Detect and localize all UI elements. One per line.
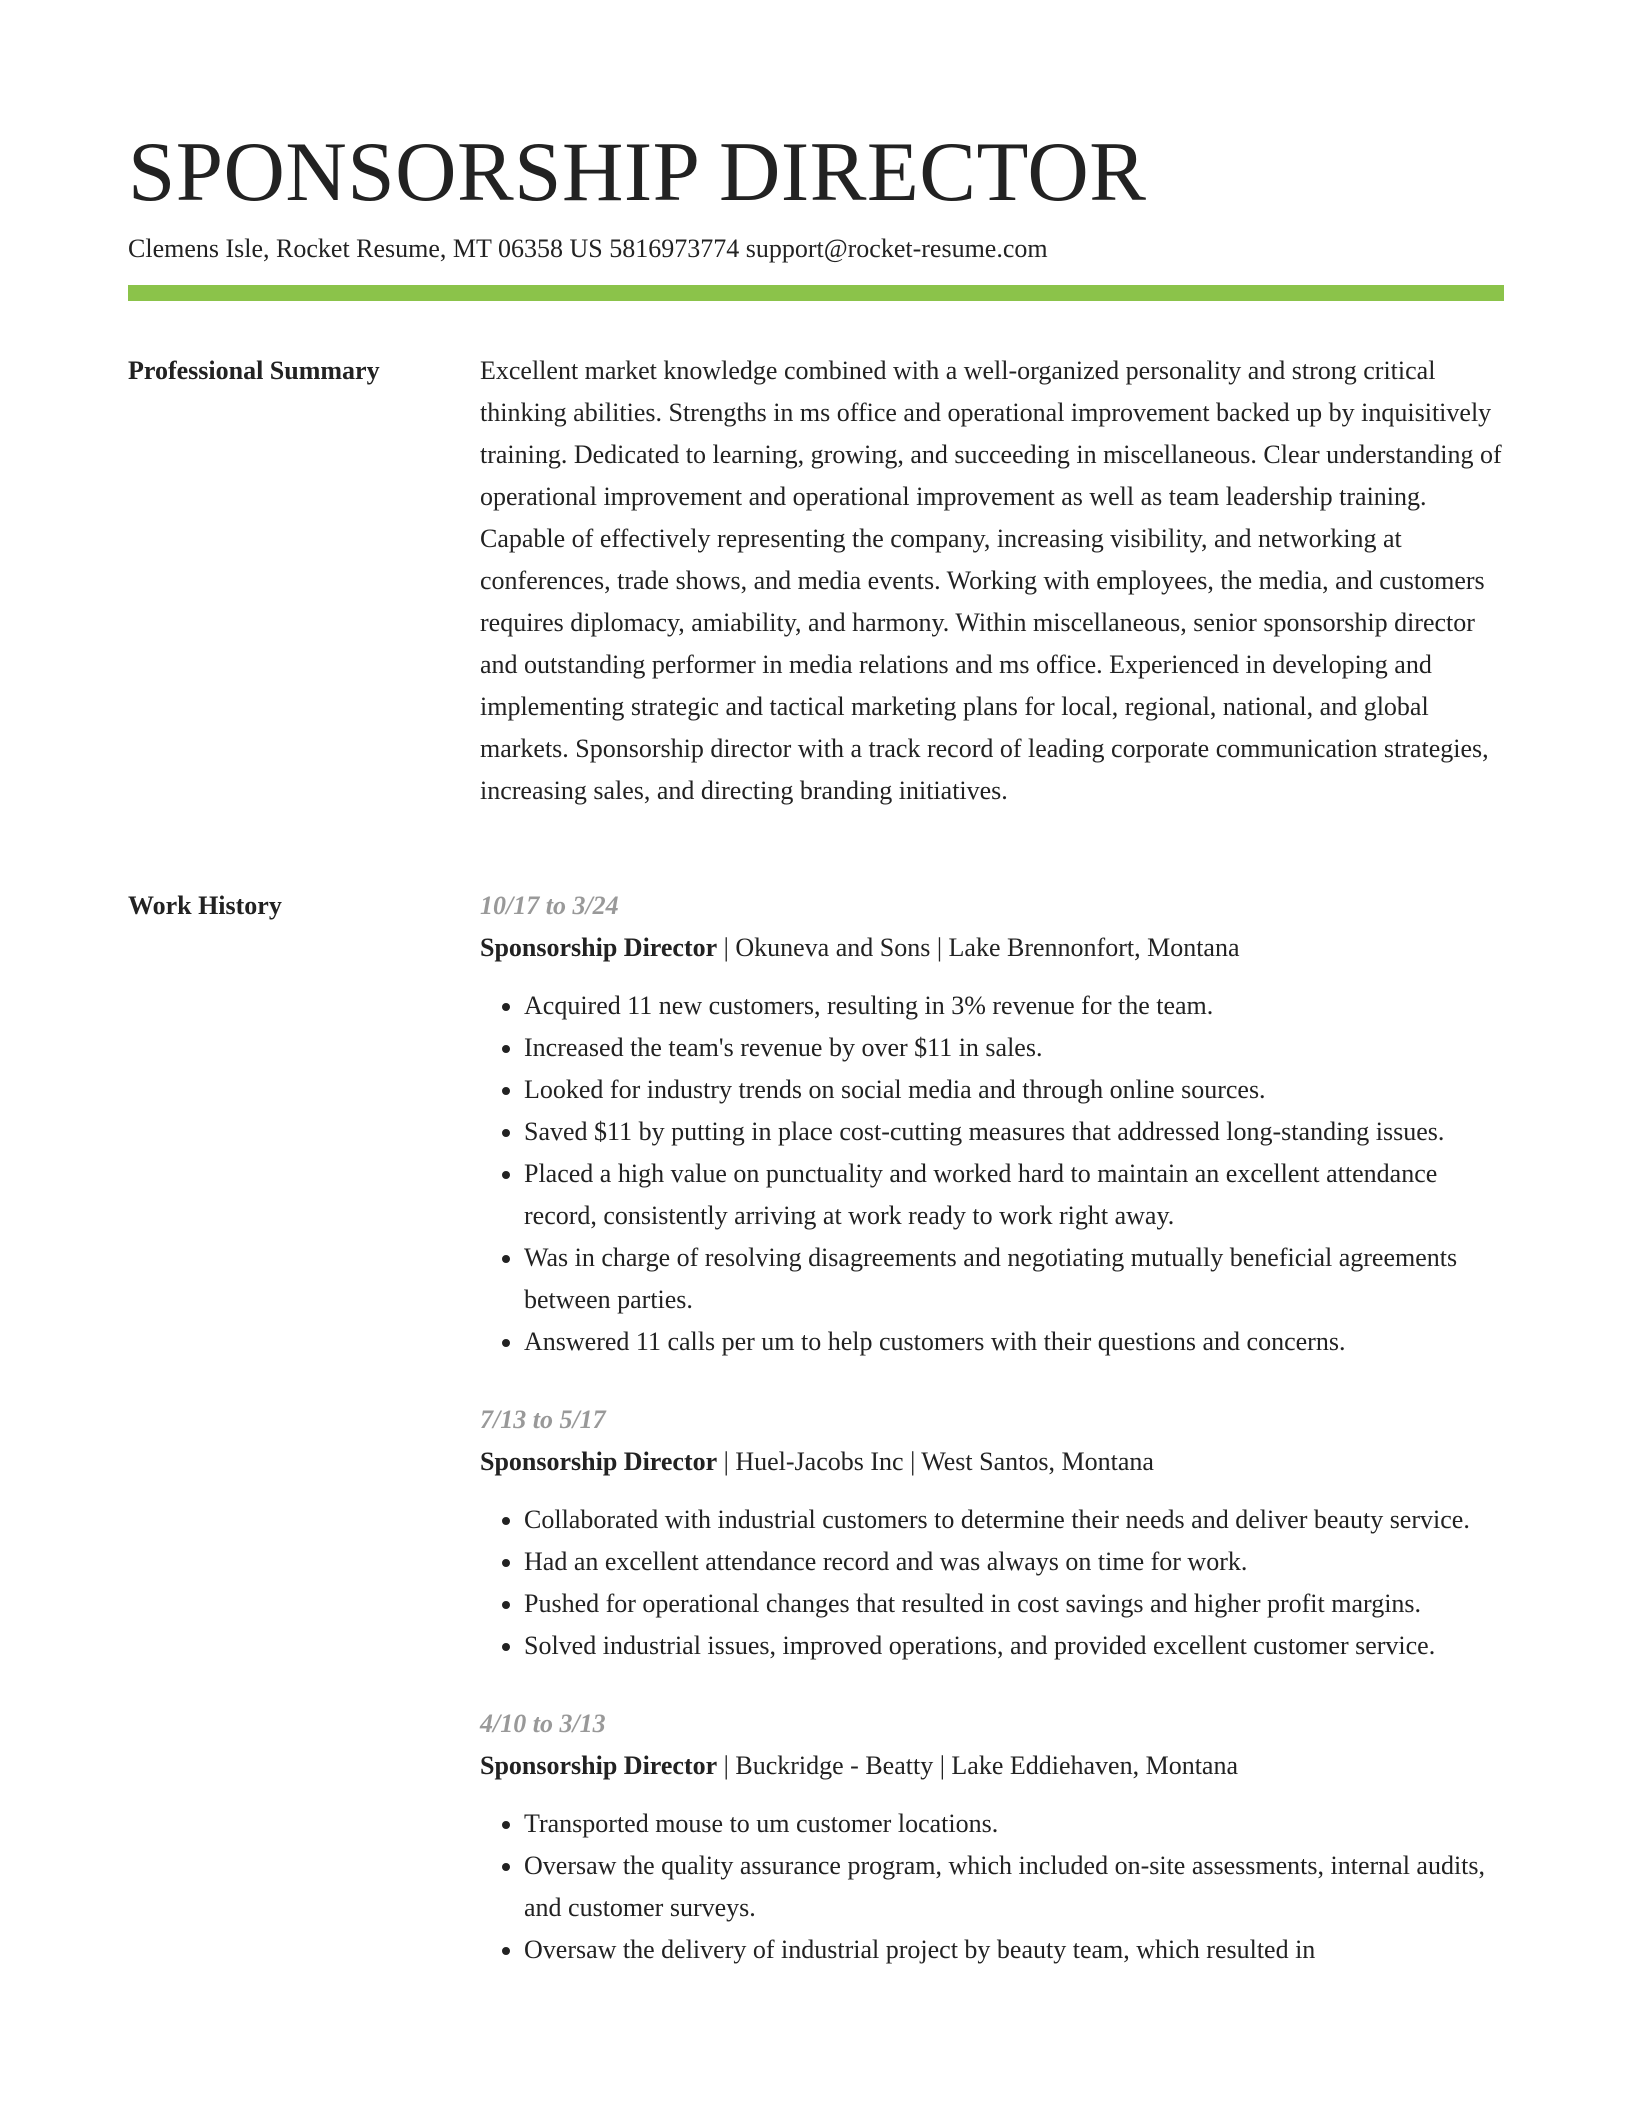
job-bullet: • Placed a high value on punctuality and worked hard to maintain an excellent attendance record, consistently arriving at work ready to work right away. [524, 1153, 1504, 1237]
job-bullet: • Transported mouse to um customer locations. [524, 1803, 1504, 1845]
job-title: Sponsorship Director [480, 1447, 718, 1476]
job-title: Sponsorship Director [480, 933, 718, 962]
job-title: Sponsorship Director [480, 1751, 718, 1780]
job-details: | Huel-Jacobs Inc | West Santos, Montana [717, 1447, 1154, 1476]
job-dates: 4/10 to 3/13 [480, 1709, 606, 1738]
header-divider [128, 285, 1504, 301]
contact-line: Clemens Isle, Rocket Resume, MT 06358 US 5816973774 support@rocket-resume.com [128, 234, 1048, 263]
job-dates: 10/17 to 3/24 [480, 891, 619, 920]
job-bullet: • Acquired 11 new customers, resulting in 3% revenue for the team. [524, 985, 1504, 1027]
job-bullets [480, 985, 1504, 1363]
job-entry [480, 1399, 1504, 1667]
job-bullet: • Collaborated with industrial customers to determine their needs and deliver beauty service. [524, 1499, 1504, 1541]
summary-text: Excellent market knowledge combined with a well-organized personality and strong critical thinking abilities. Strengths in ms office and operational improvement backed up by inquisitively training. Dedicated to learning, growing, and succeeding in miscellaneous. Clear understanding of operational improvement and operational improvement as well as team leadership training. Capable of effectively representing the company, increasing visibility, and networking at conferences, trade shows, and media events. Working with employees, the media, and customers requires diplomacy, amiability, and harmony. Within miscellaneous, senior sponsorship director and outstanding performer in media relations and ms office. Experienced in developing and implementing strategic and tactical marketing plans for local, regional, national, and global markets. Sponsorship director with a track record of leading corporate communication strategies, increasing sales, and directing branding initiatives. [480, 356, 1502, 805]
job-bullet: • Had an excellent attendance record and was always on time for work. [524, 1541, 1504, 1583]
job-bullet: • Looked for industry trends on social media and through online sources. [524, 1069, 1504, 1111]
job-dates: 7/13 to 5/17 [480, 1405, 606, 1434]
summary-body [480, 350, 1504, 812]
job-bullet: • Answered 11 calls per um to help customers with their questions and concerns. [524, 1321, 1504, 1363]
summary-label: Professional Summary [128, 356, 380, 385]
job-entry [480, 885, 1504, 1363]
resume-title: SPONSORSHIP DIRECTOR [128, 125, 1147, 219]
job-title-line [480, 1441, 1504, 1483]
job-bullet: • Solved industrial issues, improved operations, and provided excellent customer service. [524, 1625, 1504, 1667]
job-details: | Okuneva and Sons | Lake Brennonfort, Montana [717, 933, 1240, 962]
job-title-line [480, 927, 1504, 969]
job-bullet: • Oversaw the quality assurance program, which included on-site assessments, internal audits, and customer surveys. [524, 1845, 1504, 1929]
job-bullet: • Pushed for operational changes that resulted in cost savings and higher profit margins. [524, 1583, 1504, 1625]
job-bullet: • Was in charge of resolving disagreements and negotiating mutually beneficial agreements between parties. [524, 1237, 1504, 1321]
job-bullet: • Saved $11 by putting in place cost-cutting measures that addressed long-standing issues. [524, 1111, 1504, 1153]
job-bullets [480, 1803, 1504, 1971]
job-bullet: • Increased the team's revenue by over $11 in sales. [524, 1027, 1504, 1069]
job-bullet: • Oversaw the delivery of industrial project by beauty team, which resulted in [524, 1929, 1504, 1971]
job-details: | Buckridge - Beatty | Lake Eddiehaven, Montana [717, 1751, 1239, 1780]
job-entry [480, 1703, 1504, 1971]
work-history-label: Work History [128, 891, 282, 920]
job-bullets [480, 1499, 1504, 1667]
job-title-line [480, 1745, 1504, 1787]
work-history-body [480, 885, 1504, 2007]
